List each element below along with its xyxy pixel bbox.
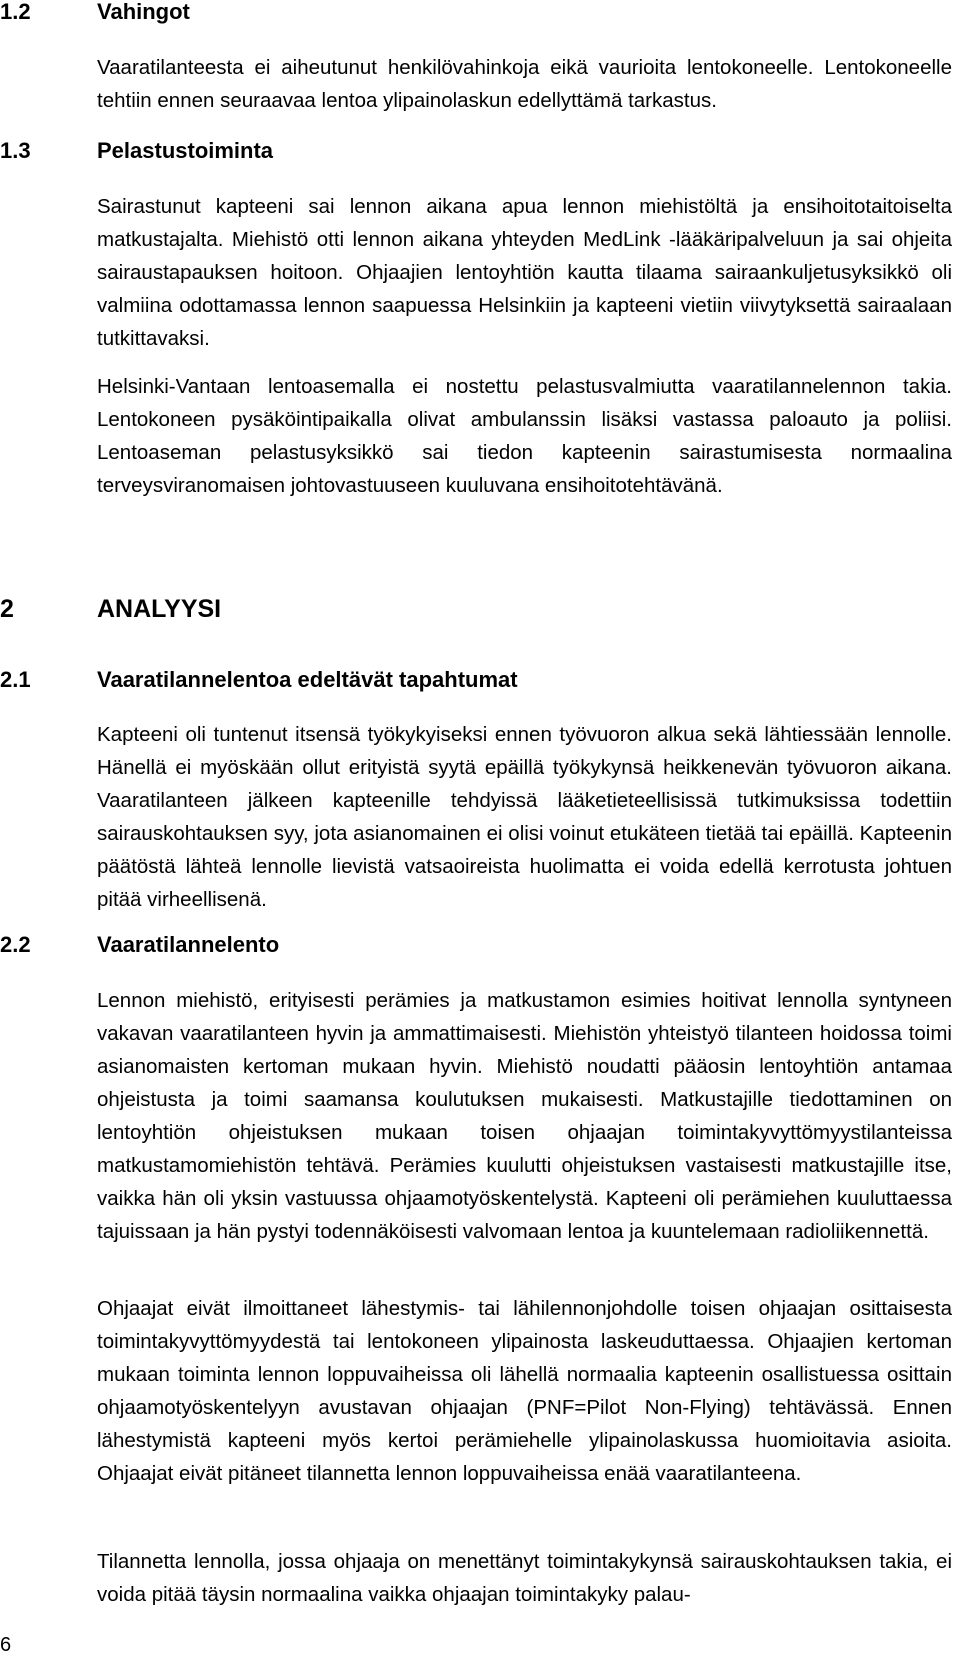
- paragraph-incident-flight-3: Tilannetta lennolla, jossa ohjaaja on menettänyt toimintakykynsä sairauskohtauksen takia, ei voida pitää täysin normaalina vaikka ohjaajan toimintakyky palau-: [97, 1550, 952, 1606]
- page-number: 6: [0, 1634, 12, 1656]
- chapter-title: ANALYYSI: [97, 595, 222, 623]
- paragraph-rescue-1: Sairastunut kapteeni sai lennon aikana apua lennon miehistöltä ja ensihoitotaitoiselta matkustajalta. Miehistö otti lennon aikana yhteyden MedLink -lääkäripalveluun ja sai ohjeita sairaustapauksen hoitoon. Ohjaajien lentoyhtiön kautta tilaama sairaankuljetusyksikkö oli valmiina odottamassa lennon saapuessa Helsinkiin ja kapteeni vietiin viivytyksettä sairaalaan tutkittavaksi.: [97, 195, 952, 350]
- paragraph-rescue-2: Helsinki-Vantaan lentoasemalla ei nostettu pelastusvalmiutta vaaratilannelennon takia. Lentokoneen pysäköintipaikalla olivat ambulanssin lisäksi vastassa paloauto ja poliisi. Lentoaseman pelastusyksikkö sai tiedon kapteenin sairastumisesta normaalina terveysviranomaisen johtovastuuseen kuuluvana ensihoitotehtävänä.: [97, 375, 952, 497]
- section-number: 1.3: [0, 138, 31, 163]
- section-title: Vaaratilannelento: [97, 932, 280, 957]
- paragraph-incident-flight-1: Lennon miehistö, erityisesti perämies ja matkustamon esimies hoitivat lennolla syntyneen vakavan vaaratilanteen hyvin ja ammattimaisesti. Miehistön yhteistyö tilanteen hoidossa toimi asianomaisten kertoman mukaan hyvin. Miehistö noudatti pääosin lentoyhtiön antamaa ohjeistusta ja toimi saamansa koulutuksen mukaisesti. Matkustajille tiedottaminen on lentoyhtiön ohjeistuksen mukaan toisen ohjaajan toimintakyvyttömyystilanteissa matkustamomiehistön tehtävä. Perämies kuulutti ohjeistuksen vastaisesti matkustajille itse, vaikka hän oli yksin vastuussa ohjaamotyöskentelystä. Kapteeni oli perämiehen kuuluttaessa tajuissaan ja hän pystyi todennäköisesti valvomaan lentoa ja kuuntelemaan radioliikennettä.: [97, 989, 952, 1243]
- section-number: 2.2: [0, 932, 31, 957]
- paragraph-prior-events: Kapteeni oli tuntenut itsensä työkykyiseksi ennen työvuoron alkua sekä lähtiessään lennolle. Hänellä ei myöskään ollut erityistä syytä epäillä työkykynsä heikkenevän työvuoron aikana. Vaaratilanteen jälkeen kapteenille tehdyissä lääketieteellisissä tutkimuksissa todettiin sairauskohtauksen syy, jota asianomainen ei olisi voinut etukäteen tietää tai epäillä. Kapteenin päätöstä lähteä lennolle lievistä vatsaoireista huolimatta ei voida edellä kerrotusta johtuen pitää virheellisenä.: [97, 723, 952, 911]
- section-number: 1.2: [0, 0, 31, 24]
- paragraph-damages: Vaaratilanteesta ei aiheutunut henkilövahinkoja eikä vaurioita lentokoneelle. Lentokoneelle tehtiin ennen seuraavaa lentoa ylipainolaskun edellyttämä tarkastus.: [97, 56, 952, 112]
- paragraph-incident-flight-2: Ohjaajat eivät ilmoittaneet lähestymis- tai lähilennonjohdolle toisen ohjaajan osittaisesta toimintakyvyttömyydestä tai lentokoneen ylipainosta laskeuduttaessa. Ohjaajien kertoman mukaan toiminta lennon loppuvaiheissa oli lähellä normaalia kapteenin osallistuessa osittain ohjaamotyöskentelyyn avustavan ohjaajan (PNF=Pilot Non-Flying) tehtävässä. Ennen lähestymistä kapteeni myös kertoi perämiehelle ylipainolaskussa huomioitavia asioita. Ohjaajat eivät pitäneet tilannetta lennon loppuvaiheissa enää vaaratilanteena.: [97, 1297, 952, 1485]
- section-title: Pelastustoiminta: [97, 138, 274, 163]
- section-number: 2.1: [0, 667, 31, 692]
- section-title: Vaaratilannelentoa edeltävät tapahtumat: [97, 667, 518, 692]
- section-title: Vahingot: [97, 0, 190, 24]
- chapter-number: 2: [0, 595, 14, 623]
